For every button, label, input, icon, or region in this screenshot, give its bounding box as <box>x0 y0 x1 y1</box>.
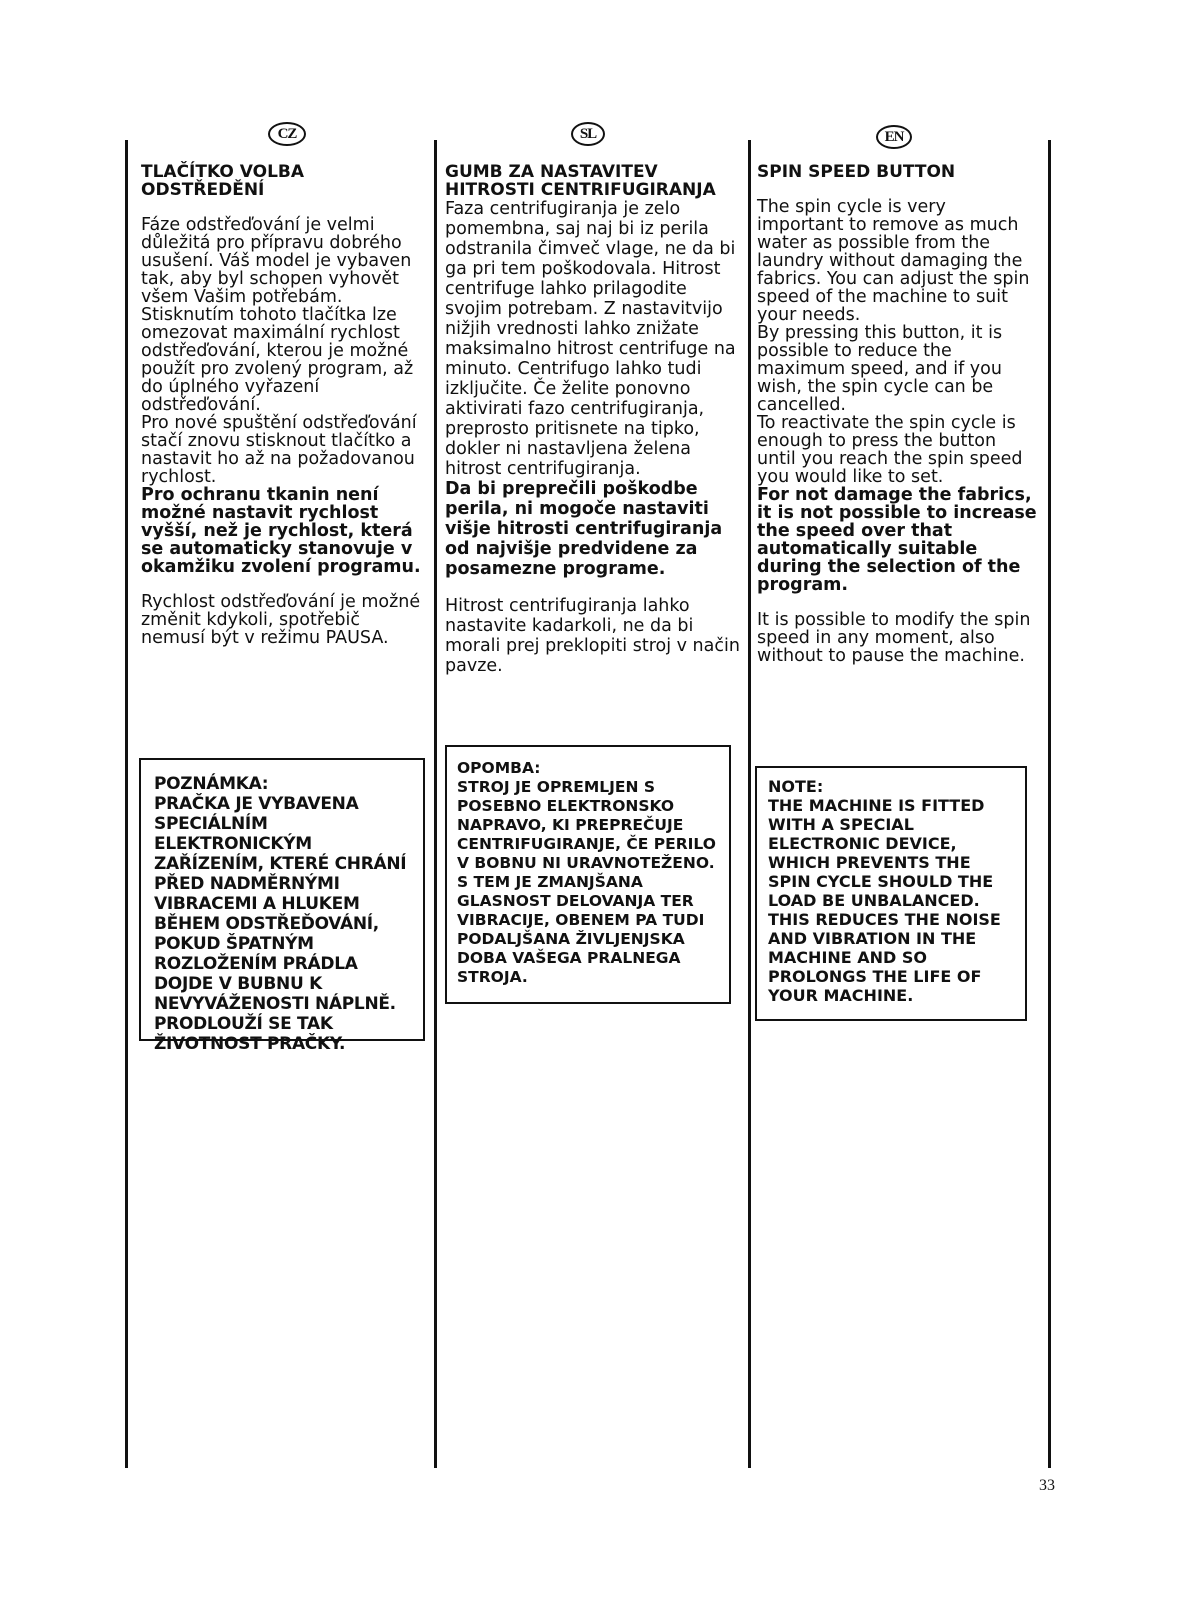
body-paragraph: To reactivate the spin cycle is enough to press the button until you reach the spin speed you would like to set. <box>757 413 1023 487</box>
body-paragraph: Hitrost centrifugiranja lahko nastavite kadarkoli, ne da bi morali prej preklopiti stroj v način pavze. <box>445 596 740 676</box>
language-badge-cz: CZ <box>268 122 306 146</box>
section-heading: TLAČÍTKO VOLBA ODSTŘEDĚNÍ <box>141 162 305 200</box>
column-divider-left <box>125 140 128 1468</box>
body-paragraph: It is possible to modify the spin speed in any moment, also without to pause the machine. <box>757 610 1031 666</box>
column-cz <box>141 163 426 647</box>
note-box-en <box>755 766 1027 1021</box>
note-body: STROJ JE OPREMLJEN S POSEBNO ELEKTRONSKO NAPRAVO, KI PREPREČUJE CENTRIFUGIRANJE, ČE PERILO V BOBNU NI URAVNOTEŽENO. S TEM JE ZMANJŠANA GLASNOST DELOVANJA TER VIBRACIJE, OBENEM PA TUDI PODALJŠANA ŽIVLJENJSKA DOBA VAŠEGA PRALNEGA STROJA. <box>457 778 716 986</box>
note-body: PRAČKA JE VYBAVENA SPECIÁLNÍM ELEKTRONICKÝM ZAŘÍZENÍM, KTERÉ CHRÁNÍ PŘED NADMĚRNÝMI VIBRACEMI A HLUKEM BĚHEM ODSTŘEĎOVÁNÍ, POKUD ŠPATNÝM ROZLOŽENÍM PRÁDLA DOJDE V BUBNU K NEVYVÁŽENOSTI NÁPLNĚ. PRODLOUŽÍ SE TAK ŽIVOTNOST PRAČKY. <box>154 794 407 1054</box>
body-paragraph: Fáze odstřeďování je velmi důležitá pro přípravu dobrého usušení. Váš model je vybaven tak, aby byl schopen vyhovět všem Vašim potřebám. <box>141 215 412 307</box>
body-paragraph: Pro nové spuštění odstřeďování stačí znovu stisknout tlačítko a nastavit ho až na požadovanou rychlost. <box>141 413 417 487</box>
page-number: 33 <box>1039 1477 1055 1494</box>
column-divider-right <box>1048 140 1051 1468</box>
warning-paragraph: For not damage the fabrics, it is not possible to increase the speed over that automatically suitable during the selection of the program. <box>757 485 1037 595</box>
warning-paragraph: Da bi preprečili poškodbe perila, ni mogoče nastaviti višje hitrosti centrifugiranja od najvišje predvidene za posamezne programe. <box>445 479 723 579</box>
language-badge-en: EN <box>876 125 912 149</box>
note-box-cz <box>139 758 425 1054</box>
column-sl <box>445 163 740 676</box>
warning-paragraph: Pro ochranu tkanin není možné nastavit rychlost vyšší, než je rychlost, která se automaticky stanovuje v okamžiku zvolení programu. <box>141 485 421 577</box>
note-title: POZNÁMKA: <box>154 774 269 794</box>
column-divider-center-right <box>748 140 751 1468</box>
language-badge-sl: SL <box>571 122 605 146</box>
body-paragraph: The spin cycle is very important to remove as much water as possible from the laundry without damaging the fabrics. You can adjust the spin speed of the machine to suit your needs. <box>757 197 1030 325</box>
body-paragraph: By pressing this button, it is possible to reduce the maximum speed, and if you wish, the spin cycle can be cancelled. <box>757 323 1003 415</box>
body-paragraph: Rychlost odstřeďování je možné změnit kdykoli, spotřebič nemusí být v režimu PAUSA. <box>141 592 421 648</box>
section-heading: SPIN SPEED BUTTON <box>757 162 956 182</box>
note-body: THE MACHINE IS FITTED WITH A SPECIAL ELECTRONIC DEVICE, WHICH PREVENTS THE SPIN CYCLE SHOULD THE LOAD BE UNBALANCED. THIS REDUCES THE NOISE AND VIBRATION IN THE MACHINE AND SO PROLONGS THE LIFE OF YOUR MACHINE. <box>768 796 1001 1005</box>
note-box-sl <box>445 745 731 1004</box>
column-divider-center-left <box>434 140 437 1468</box>
note-title: OPOMBA: <box>457 759 541 777</box>
body-paragraph: Stisknutím tohoto tlačítka lze omezovat maximální rychlost odstřeďování, kterou je možné použít pro zvolený program, až do úplného vyřazení odstřeďování. <box>141 305 414 415</box>
section-heading: GUMB ZA NASTAVITEV HITROSTI CENTRIFUGIRANJA <box>445 162 716 200</box>
column-en <box>757 163 1037 665</box>
body-paragraph: Faza centrifugiranja je zelo pomembna, saj naj bi iz perila odstranila čimveč vlage, ne da bi ga pri tem poškodovala. Hitrost centrifuge lahko prilagodite svojim potrebam. Z nastavitvijo nižjih vrednosti lahko znižate maksimalno hitrost centrifuge na minuto. Centrifugo lahko tudi izključite. Če želite ponovno aktivirati fazo centrifugiranja, preprosto pritisnete na tipko, dokler ni nastavljena želena hitrost centrifugiranja. <box>445 199 736 479</box>
note-title: NOTE: <box>768 777 824 796</box>
